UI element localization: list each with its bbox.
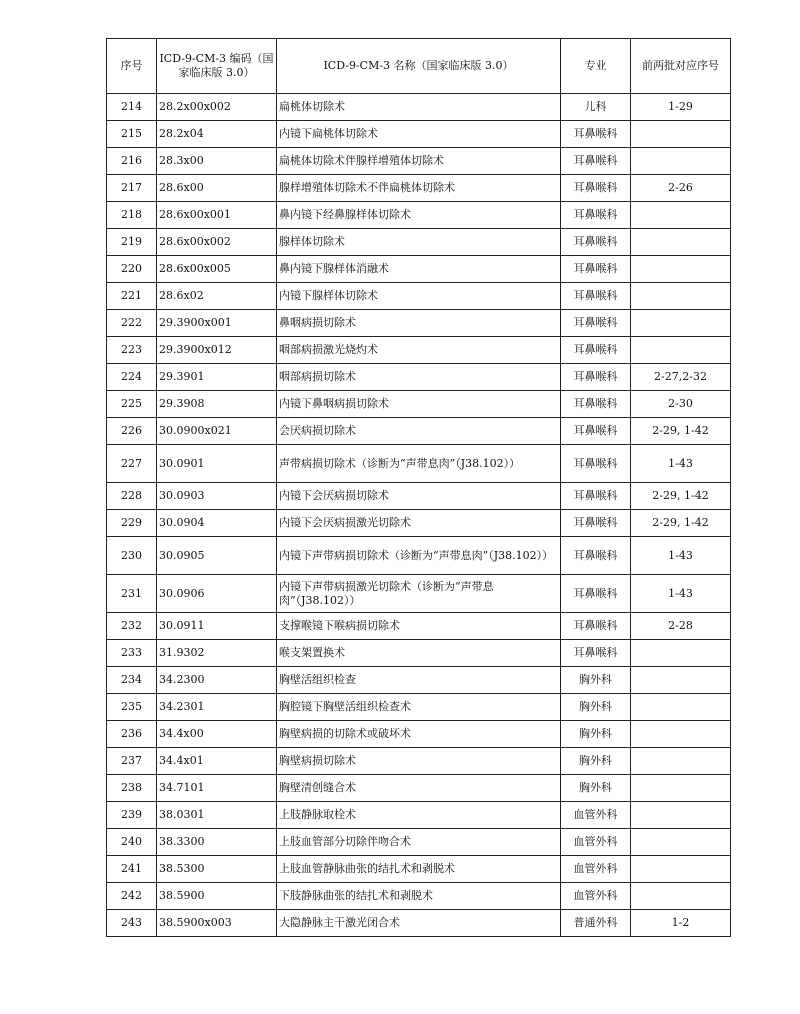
cell-seq: 235: [107, 694, 157, 721]
table-row: [107, 445, 731, 483]
cell-name: 上肢静脉取栓术: [277, 802, 561, 829]
cell-code: 28.6x02: [157, 283, 277, 310]
cell-prev: 2-26: [631, 175, 731, 202]
cell-prev: 2-29, 1-42: [631, 418, 731, 445]
cell-prev: [631, 802, 731, 829]
cell-specialty: 儿科: [561, 94, 631, 121]
cell-name: 胸腔镜下胸壁活组织检查术: [277, 694, 561, 721]
cell-prev: [631, 721, 731, 748]
header-code: ICD-9-CM-3 编码（国家临床版 3.0）: [157, 39, 277, 94]
table-row: [107, 337, 731, 364]
table-row: [107, 483, 731, 510]
cell-name: 下肢静脉曲张的结扎术和剥脱术: [277, 883, 561, 910]
cell-specialty: 耳鼻喉科: [561, 148, 631, 175]
cell-name: 支撑喉镜下喉病损切除术: [277, 613, 561, 640]
cell-prev: [631, 310, 731, 337]
table-row: [107, 883, 731, 910]
cell-specialty: 耳鼻喉科: [561, 202, 631, 229]
cell-prev: [631, 640, 731, 667]
cell-seq: 220: [107, 256, 157, 283]
cell-specialty: 耳鼻喉科: [561, 310, 631, 337]
cell-code: 38.5900: [157, 883, 277, 910]
cell-seq: 240: [107, 829, 157, 856]
table-row: [107, 229, 731, 256]
cell-seq: 234: [107, 667, 157, 694]
cell-seq: 224: [107, 364, 157, 391]
cell-specialty: 耳鼻喉科: [561, 483, 631, 510]
cell-specialty: 血管外科: [561, 829, 631, 856]
header-seq: 序号: [107, 39, 157, 94]
cell-code: 34.2300: [157, 667, 277, 694]
cell-prev: [631, 121, 731, 148]
cell-code: 34.2301: [157, 694, 277, 721]
cell-seq: 223: [107, 337, 157, 364]
cell-specialty: 耳鼻喉科: [561, 575, 631, 613]
cell-specialty: 耳鼻喉科: [561, 364, 631, 391]
table-row: [107, 748, 731, 775]
cell-name: 鼻内镜下经鼻腺样体切除术: [277, 202, 561, 229]
cell-seq: 221: [107, 283, 157, 310]
cell-seq: 232: [107, 613, 157, 640]
cell-name: 内镜下鼻咽病损切除术: [277, 391, 561, 418]
cell-code: 38.0301: [157, 802, 277, 829]
cell-prev: [631, 667, 731, 694]
cell-specialty: 耳鼻喉科: [561, 229, 631, 256]
table-row: [107, 667, 731, 694]
cell-name: 胸壁病损切除术: [277, 748, 561, 775]
cell-code: 30.0903: [157, 483, 277, 510]
cell-prev: 2-28: [631, 613, 731, 640]
cell-prev: [631, 883, 731, 910]
cell-code: 38.5300: [157, 856, 277, 883]
table-row: [107, 575, 731, 613]
cell-seq: 233: [107, 640, 157, 667]
table-row: [107, 283, 731, 310]
cell-name: 扁桃体切除术: [277, 94, 561, 121]
header-name: ICD-9-CM-3 名称（国家临床版 3.0）: [277, 39, 561, 94]
cell-code: 29.3900x001: [157, 310, 277, 337]
cell-prev: [631, 202, 731, 229]
cell-specialty: 耳鼻喉科: [561, 337, 631, 364]
table-row: [107, 829, 731, 856]
cell-seq: 242: [107, 883, 157, 910]
cell-code: 28.3x00: [157, 148, 277, 175]
table-row: [107, 256, 731, 283]
cell-code: 30.0900x021: [157, 418, 277, 445]
table-row: [107, 721, 731, 748]
cell-seq: 231: [107, 575, 157, 613]
cell-seq: 243: [107, 910, 157, 937]
cell-seq: 241: [107, 856, 157, 883]
cell-specialty: 血管外科: [561, 856, 631, 883]
cell-prev: 1-43: [631, 537, 731, 575]
cell-prev: 2-30: [631, 391, 731, 418]
table-row: [107, 310, 731, 337]
cell-prev: 1-29: [631, 94, 731, 121]
cell-name: 大隐静脉主干激光闭合术: [277, 910, 561, 937]
cell-name: 胸壁活组织检查: [277, 667, 561, 694]
cell-specialty: 胸外科: [561, 694, 631, 721]
cell-code: 29.3900x012: [157, 337, 277, 364]
cell-seq: 217: [107, 175, 157, 202]
cell-name: 上肢血管部分切除伴吻合术: [277, 829, 561, 856]
cell-specialty: 耳鼻喉科: [561, 510, 631, 537]
cell-code: 30.0906: [157, 575, 277, 613]
cell-specialty: 耳鼻喉科: [561, 175, 631, 202]
cell-name: 咽部病损切除术: [277, 364, 561, 391]
cell-prev: [631, 829, 731, 856]
table-row: [107, 802, 731, 829]
cell-seq: 219: [107, 229, 157, 256]
table-row: [107, 856, 731, 883]
cell-code: 30.0905: [157, 537, 277, 575]
table-row: [107, 537, 731, 575]
cell-code: 34.4x01: [157, 748, 277, 775]
cell-code: 28.2x00x002: [157, 94, 277, 121]
cell-seq: 218: [107, 202, 157, 229]
cell-seq: 216: [107, 148, 157, 175]
table-row: [107, 418, 731, 445]
cell-name: 内镜下扁桃体切除术: [277, 121, 561, 148]
cell-code: 28.6x00: [157, 175, 277, 202]
table-row: [107, 613, 731, 640]
cell-name: 咽部病损激光烧灼术: [277, 337, 561, 364]
table-row: [107, 148, 731, 175]
cell-name: 腺样增殖体切除术不伴扁桃体切除术: [277, 175, 561, 202]
cell-name: 鼻内镜下腺样体消融术: [277, 256, 561, 283]
cell-prev: [631, 748, 731, 775]
cell-code: 31.9302: [157, 640, 277, 667]
cell-specialty: 血管外科: [561, 802, 631, 829]
cell-code: 30.0901: [157, 445, 277, 483]
cell-prev: 1-43: [631, 575, 731, 613]
cell-specialty: 血管外科: [561, 883, 631, 910]
cell-code: 29.3908: [157, 391, 277, 418]
cell-seq: 215: [107, 121, 157, 148]
cell-seq: 229: [107, 510, 157, 537]
cell-prev: [631, 148, 731, 175]
cell-code: 28.6x00x001: [157, 202, 277, 229]
cell-seq: 230: [107, 537, 157, 575]
cell-specialty: 胸外科: [561, 775, 631, 802]
cell-seq: 222: [107, 310, 157, 337]
cell-specialty: 胸外科: [561, 667, 631, 694]
cell-specialty: 耳鼻喉科: [561, 283, 631, 310]
cell-name: 鼻咽病损切除术: [277, 310, 561, 337]
cell-prev: 1-2: [631, 910, 731, 937]
cell-code: 28.2x04: [157, 121, 277, 148]
table-row: [107, 121, 731, 148]
cell-specialty: 耳鼻喉科: [561, 256, 631, 283]
procedure-table: [106, 38, 731, 937]
cell-code: 28.6x00x005: [157, 256, 277, 283]
cell-code: 38.5900x003: [157, 910, 277, 937]
cell-code: 34.7101: [157, 775, 277, 802]
cell-prev: 1-43: [631, 445, 731, 483]
header-specialty: 专业: [561, 39, 631, 94]
cell-name: 声带病损切除术（诊断为“声带息肉”（J38.102））: [277, 445, 561, 483]
cell-name: 上肢血管静脉曲张的结扎术和剥脱术: [277, 856, 561, 883]
table-row: [107, 94, 731, 121]
cell-prev: [631, 694, 731, 721]
cell-prev: 2-27,2-32: [631, 364, 731, 391]
cell-specialty: 耳鼻喉科: [561, 640, 631, 667]
cell-name: 腺样体切除术: [277, 229, 561, 256]
cell-specialty: 耳鼻喉科: [561, 537, 631, 575]
cell-name: 内镜下腺样体切除术: [277, 283, 561, 310]
header-row: [107, 39, 731, 94]
cell-seq: 214: [107, 94, 157, 121]
cell-name: 扁桃体切除术伴腺样增殖体切除术: [277, 148, 561, 175]
cell-seq: 239: [107, 802, 157, 829]
cell-code: 34.4x00: [157, 721, 277, 748]
table-row: [107, 364, 731, 391]
cell-code: 28.6x00x002: [157, 229, 277, 256]
cell-prev: [631, 229, 731, 256]
cell-prev: 2-29, 1-42: [631, 483, 731, 510]
cell-name: 内镜下会厌病损切除术: [277, 483, 561, 510]
cell-name: 胸壁病损的切除术或破坏术: [277, 721, 561, 748]
cell-specialty: 耳鼻喉科: [561, 391, 631, 418]
header-prev: 前两批对应序号: [631, 39, 731, 94]
cell-seq: 225: [107, 391, 157, 418]
cell-seq: 238: [107, 775, 157, 802]
cell-prev: [631, 337, 731, 364]
cell-name: 喉支架置换术: [277, 640, 561, 667]
table-row: [107, 694, 731, 721]
table-row: [107, 910, 731, 937]
table-row: [107, 391, 731, 418]
table-row: [107, 202, 731, 229]
table-row: [107, 775, 731, 802]
cell-seq: 228: [107, 483, 157, 510]
cell-seq: 226: [107, 418, 157, 445]
cell-seq: 237: [107, 748, 157, 775]
cell-prev: [631, 856, 731, 883]
cell-specialty: 耳鼻喉科: [561, 613, 631, 640]
cell-specialty: 胸外科: [561, 748, 631, 775]
cell-name: 会厌病损切除术: [277, 418, 561, 445]
cell-name: 内镜下会厌病损激光切除术: [277, 510, 561, 537]
cell-seq: 236: [107, 721, 157, 748]
cell-prev: 2-29, 1-42: [631, 510, 731, 537]
cell-name: 内镜下声带病损切除术（诊断为“声带息肉”（J38.102））: [277, 537, 561, 575]
cell-prev: [631, 283, 731, 310]
table-row: [107, 175, 731, 202]
cell-code: 38.3300: [157, 829, 277, 856]
cell-code: 29.3901: [157, 364, 277, 391]
cell-code: 30.0911: [157, 613, 277, 640]
cell-seq: 227: [107, 445, 157, 483]
cell-prev: [631, 775, 731, 802]
table-body: [107, 94, 731, 937]
cell-name: 内镜下声带病损激光切除术（诊断为“声带息肉”（J38.102））: [277, 575, 561, 613]
cell-code: 30.0904: [157, 510, 277, 537]
table-row: [107, 640, 731, 667]
cell-specialty: 耳鼻喉科: [561, 418, 631, 445]
table-row: [107, 510, 731, 537]
cell-prev: [631, 256, 731, 283]
cell-name: 胸壁清创缝合术: [277, 775, 561, 802]
cell-specialty: 胸外科: [561, 721, 631, 748]
cell-specialty: 耳鼻喉科: [561, 445, 631, 483]
cell-specialty: 普通外科: [561, 910, 631, 937]
cell-specialty: 耳鼻喉科: [561, 121, 631, 148]
